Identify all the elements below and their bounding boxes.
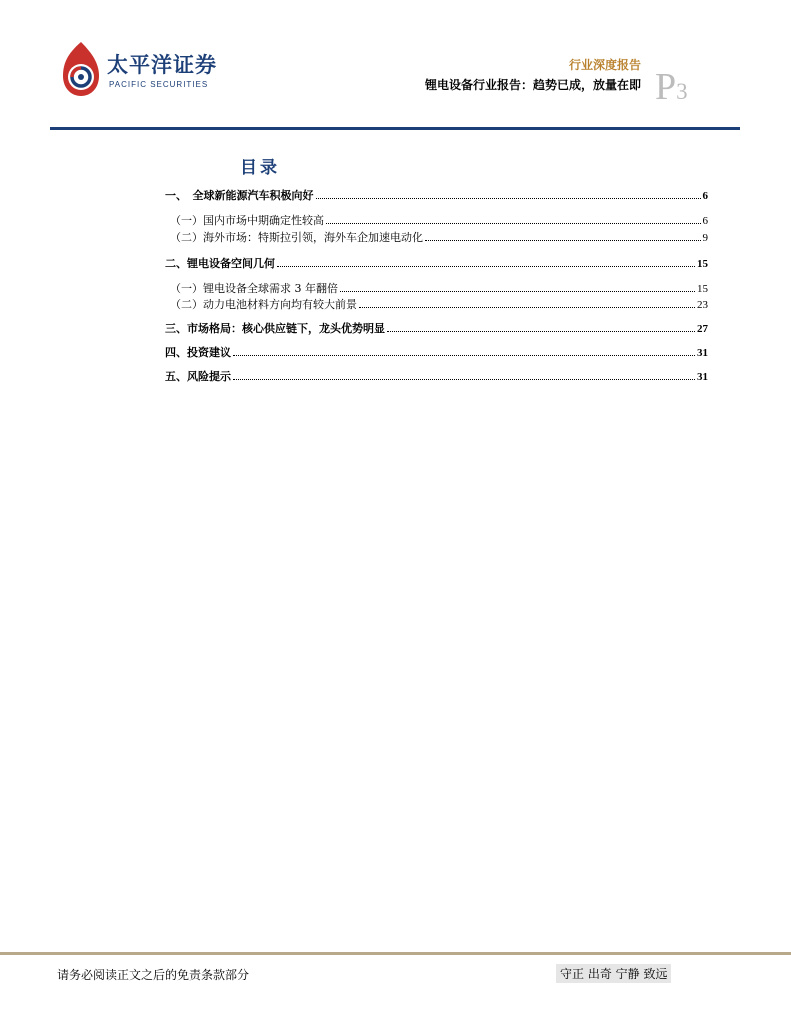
- report-title: 锂电设备行业报告：趋势已成，放量在即: [424, 78, 641, 92]
- toc-entry[interactable]: [170, 280, 708, 296]
- report-type: 行业深度报告: [568, 58, 641, 72]
- toc-title: 目录: [240, 158, 280, 178]
- toc-entry-page: 31: [697, 371, 708, 383]
- toc-leader-dots: [359, 306, 695, 308]
- header-divider: [50, 127, 740, 130]
- page-number: [655, 68, 688, 106]
- toc-leader-dots: [425, 239, 701, 241]
- toc-entry[interactable]: [165, 368, 708, 384]
- toc-entry[interactable]: [165, 320, 708, 336]
- toc-leader-dots: [233, 354, 695, 356]
- company-logo: [55, 40, 215, 100]
- toc-entry-text: 五、风险提示: [165, 370, 231, 383]
- page-number-value: 3: [676, 79, 688, 104]
- toc-leader-dots: [326, 222, 701, 224]
- toc-entry-text: （一）国内市场中期确定性较高: [170, 214, 324, 227]
- footer-disclaimer: 请务必阅读正文之后的免责条款部分: [57, 968, 250, 982]
- toc-entry-text: （一）锂电设备全球需求 3 年翻倍: [170, 282, 338, 295]
- footer-motto: 守正 出奇 宁静 致远: [556, 964, 671, 983]
- toc-entry[interactable]: [170, 212, 708, 228]
- toc-entry-page: 9: [702, 232, 708, 244]
- toc-entry-text: （二）海外市场：特斯拉引领，海外车企加速电动化: [170, 231, 423, 244]
- logo-chinese-name: 太平洋证券: [107, 53, 217, 77]
- toc-entry-text: 二、锂电设备空间几何: [165, 257, 275, 270]
- toc-entry-page: 31: [697, 347, 708, 359]
- toc-entry[interactable]: [165, 255, 708, 271]
- logo-english-name: PACIFIC SECURITIES: [109, 80, 209, 89]
- toc-entry[interactable]: [165, 187, 708, 203]
- toc-entry-page: 6: [702, 190, 708, 202]
- pacific-securities-logo-icon: [55, 40, 107, 100]
- toc-entry-text: 四、投资建议: [165, 346, 231, 359]
- toc-entry-page: 15: [697, 258, 708, 270]
- toc-leader-dots: [316, 197, 701, 199]
- toc-entry[interactable]: [170, 229, 708, 245]
- toc-entry-page: 27: [697, 323, 708, 335]
- toc-entry[interactable]: [165, 344, 708, 360]
- footer-divider: [0, 952, 791, 955]
- toc-entry-text: （二）动力电池材料方向均有较大前景: [170, 298, 357, 311]
- toc-leader-dots: [387, 330, 695, 332]
- toc-leader-dots: [233, 378, 695, 380]
- toc-entry-text: 三、市场格局：核心供应链下，龙头优势明显: [165, 322, 385, 335]
- toc-entry[interactable]: [170, 296, 708, 312]
- page-prefix: P: [655, 66, 677, 108]
- toc-entry-page: 23: [697, 299, 708, 311]
- toc-leader-dots: [277, 265, 695, 267]
- toc-entry-page: 15: [697, 283, 708, 295]
- toc-leader-dots: [340, 290, 695, 292]
- toc-entry-page: 6: [702, 215, 708, 227]
- toc-entry-text: 一、 全球新能源汽车积极向好: [165, 189, 314, 202]
